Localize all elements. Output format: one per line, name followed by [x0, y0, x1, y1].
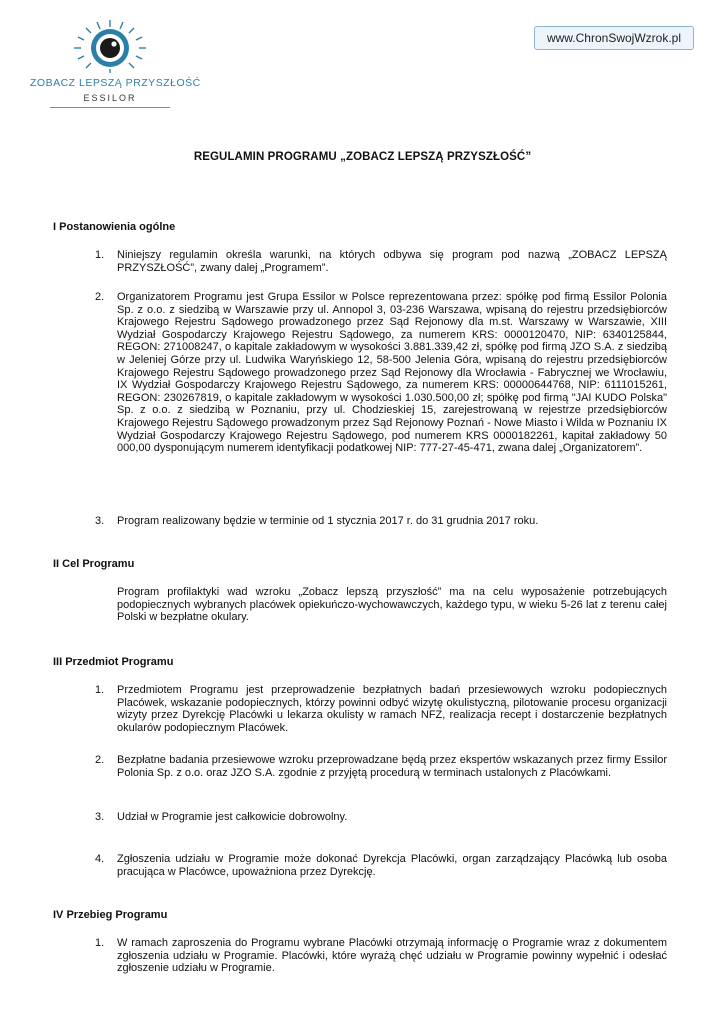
brand-name: ZOBACZ LEPSZĄ PRZYSZŁOŚĆ [30, 77, 201, 89]
item-text: Udział w Programie jest całkowicie dobrowolny. [117, 811, 348, 823]
item-text: W ramach zaproszenia do Programu wybrane Placówki otrzymają informację o Programie wraz z dokumentem zgłoszenia udziału w Programie. Placówki, które wyrażą chęć udziału w Programie powinny wypełnić i odesłać zgłoszenie udziału w Programie. [117, 937, 667, 975]
item-number: 2. [95, 754, 105, 766]
item-number: 2. [95, 291, 105, 303]
list-item [95, 754, 667, 779]
item-number: 3. [95, 811, 105, 823]
item-number: 1. [95, 249, 105, 261]
section-paragraph: Program profilaktyki wad wzroku „Zobacz lepszą przyszłość” ma na celu wyposażenie potrzebujących podopiecznych wybranych placówek opiekuńczo-wychowawczych, każdego typu, w wieku 5-26 lat z terenu całej Polski w bezpłatne okulary. [117, 586, 667, 624]
list-item [95, 853, 667, 878]
section-heading-goal: II Cel Programu [53, 558, 135, 570]
item-number: 4. [95, 853, 105, 865]
item-text: Program realizowany będzie w terminie od 1 stycznia 2017 r. do 31 grudnia 2017 roku. [117, 515, 539, 527]
list-item [95, 937, 667, 975]
section-heading-general: I Postanowienia ogólne [53, 221, 176, 233]
website-link[interactable]: www.ChronSwojWzrok.pl [534, 26, 694, 50]
list-item [95, 515, 667, 528]
document-title: REGULAMIN PROGRAMU „ZOBACZ LEPSZĄ PRZYSZŁOŚĆ” [193, 151, 532, 163]
brand-logo [30, 18, 201, 108]
item-text: Niniejszy regulamin określa warunki, na których odbywa się program pod nazwą „ZOBACZ LEPSZĄ PRZYSZŁOŚĆ”, zwany dalej „Programem”. [117, 249, 667, 274]
item-number: 1. [95, 937, 105, 949]
brand-divider [50, 107, 170, 108]
list-item [95, 811, 667, 824]
list-item [95, 291, 667, 455]
list-item [95, 249, 667, 274]
item-text: Bezpłatne badania przesiewowe wzroku przeprowadzane będą przez ekspertów wskazanych przez firmy Essilor Polonia Sp. z o.o. oraz JZO S.A. zgodnie z przyjętą procedurą w terminach ustalonych z Placówkami. [117, 754, 667, 779]
item-text: Zgłoszenia udziału w Programie może dokonać Dyrekcja Placówki, organ zarządzający Placówką lub osoba pracująca w Placówce, upoważniona przez Dyrekcję. [117, 853, 667, 878]
item-number: 3. [95, 515, 105, 527]
item-text: Organizatorem Programu jest Grupa Essilor w Polsce reprezentowana przez: spółkę pod firmą Essilor Polonia Sp. z o.o. z siedzibą w Warszawie przy ul. Annopol 3, 03-236 Warszawa, wpisaną do rejestru przedsiębiorców Krajowego Rejestru Sądowego prowadzonego przez Sąd Rejonowy dla m.st. Warszawy w Warszawie, XIII Wydział Gospodarczy Krajowego Rejestru Sądowego, za numerem KRS: 0000120470, NIP: 6340125844, REGON: 271008247, o kapitale zakładowym w wysokości 3.881.339,42 zł, spółkę pod firmą JZO S.A. z siedzibą w Jeleniej Górze przy ul. Ludwika Waryńskiego 12, 58-500 Jelenia Góra, wpisaną do rejestru przedsiębiorców Krajowego Rejestru Sądowego prowadzonego przez Sąd Rejonowy dla Wrocławia - Fabrycznej we Wrocławiu, IX Wydział Gospodarczy Krajowego Rejestru Sądowego, za numerem KRS: 00000644768, NIP: 6111015261, REGON: 230267819, o kapitale zakładowym w wysokości 1.030.500,00 zł; spółkę pod firmą "JAI KUDO Polska" Sp. z o.o. z siedzibą w Poznaniu, przy ul. Chodzieskiej 15, zarejestrowaną w rejestrze przedsiębiorców Krajowego Rejestru Sądowego prowadzonym przez Sąd Rejonowy Poznań - Nowe Miasto i Wilda w Poznaniu IX Wydział Gospodarczy Krajowego Rejestru Sądowego, pod numerem KRS 0000182261, kapitał zakładowy 50 000,00 dysponującym numerem identyfikacji podatkowej NIP: 777-27-45-471, zwana dalej „Organizatorem”. [117, 291, 667, 455]
brand-subtitle: ESSILOR [83, 93, 137, 103]
list-item [95, 684, 667, 734]
eye-icon [65, 18, 155, 74]
item-number: 1. [95, 684, 105, 696]
section-heading-subject: III Przedmiot Programu [53, 656, 174, 668]
section-heading-course: IV Przebieg Programu [53, 909, 168, 921]
item-text: Przedmiotem Programu jest przeprowadzenie bezpłatnych badań przesiewowych wzroku podopiecznych Placówek, wskazanie podopiecznych, którzy powinni odbyć wizytę okulistyczną, pilotowanie procesu organizacji wizyty przez Dyrekcję Placówki u lekarza okulisty w ramach NFZ, realizacja recept i dostarczenie bezpłatnych okularów podopiecznym Placówek. [117, 684, 667, 734]
